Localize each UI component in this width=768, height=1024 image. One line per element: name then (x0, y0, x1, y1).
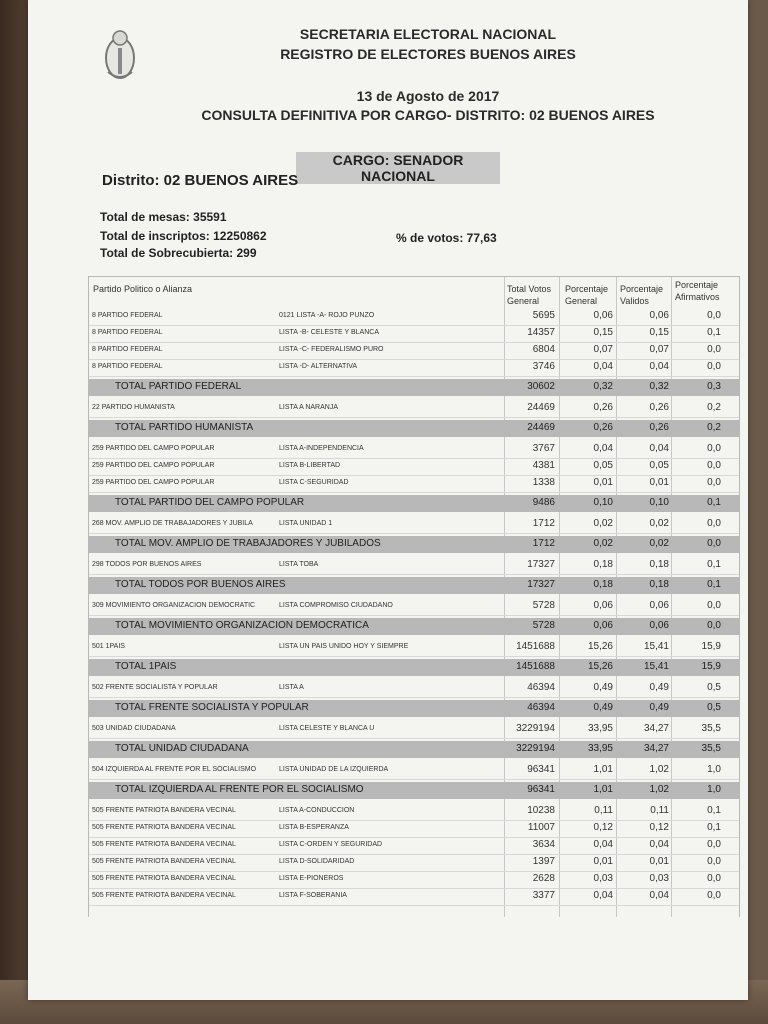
row-lista: LISTA D-SOLIDARIDAD (279, 858, 355, 865)
total-votos: 96341 (527, 784, 555, 795)
row-pct-afirmativos: 0,0 (707, 443, 721, 454)
row-votos: 10238 (527, 805, 555, 816)
row-lista: 0121 LISTA -A- ROJO PUNZO (279, 312, 375, 319)
row-pct-afirmativos: 15,9 (701, 641, 721, 652)
table-row (89, 872, 739, 889)
table-row (89, 722, 739, 739)
total-pct-afirmativos: 1,0 (707, 784, 721, 795)
header-pct-validos-sub: Validos (620, 296, 649, 306)
total-label: TOTAL 1PAIS (115, 661, 177, 672)
row-pct-afirmativos: 0,0 (707, 856, 721, 867)
row-pct-validos: 0,01 (649, 477, 669, 488)
total-pct-afirmativos: 0,1 (707, 497, 721, 508)
row-lista: LISTA B-ESPERANZA (279, 824, 349, 831)
row-pct-general: 0,05 (593, 460, 613, 471)
row-votos: 1397 (532, 856, 555, 867)
table-row (89, 804, 739, 821)
total-pct-general: 0,10 (593, 497, 613, 508)
row-lista: LISTA C-ORDEN Y SEGURIDAD (279, 841, 383, 848)
row-pct-validos: 0,05 (649, 460, 669, 471)
row-pct-afirmativos: 0,0 (707, 460, 721, 471)
row-pct-afirmativos: 0,0 (707, 600, 721, 611)
row-votos: 1451688 (516, 641, 555, 652)
table-row (89, 401, 739, 418)
table-row (89, 681, 739, 698)
header-total-votos-sub: General (507, 296, 540, 306)
table-row (89, 517, 739, 534)
row-votos: 96341 (527, 764, 555, 775)
header-date: 13 de Agosto de 2017 (356, 88, 500, 104)
header-pct-afirmativos: Porcentaje (675, 280, 719, 290)
header-pct-validos: Porcentaje (620, 284, 664, 294)
table-row (89, 360, 739, 377)
row-pct-general: 0,12 (593, 822, 613, 833)
total-pct-validos: 15,41 (643, 661, 669, 672)
row-partido: 505 FRENTE PATRIOTA BANDERA VECINAL (92, 858, 236, 865)
total-votos: 17327 (527, 579, 555, 590)
total-pct-validos: 0,06 (649, 620, 669, 631)
row-partido: 504 IZQUIERDA AL FRENTE POR EL SOCIALISMO (92, 766, 257, 773)
total-votos: 1712 (532, 538, 555, 549)
row-lista: LISTA B-LIBERTAD (279, 462, 341, 469)
row-pct-afirmativos: 0,0 (707, 361, 721, 372)
total-votos: 24469 (527, 422, 555, 433)
row-partido: 298 TODOS POR BUENOS AIRES (92, 561, 202, 568)
row-pct-afirmativos: 0,2 (707, 402, 721, 413)
total-pct-general: 0,02 (593, 538, 613, 549)
row-lista: LISTA C-SEGURIDAD (279, 479, 349, 486)
total-pct-general: 0,32 (593, 381, 613, 392)
stat-mesas: Total de mesas: 35591 (100, 210, 227, 224)
total-label: TOTAL UNIDAD CIUDADANA (115, 743, 249, 754)
row-partido: 503 UNIDAD CIUDADANA (92, 725, 176, 732)
row-votos: 6804 (532, 344, 555, 355)
row-pct-validos: 0,02 (649, 518, 669, 529)
stat-sobrecubierta: Total de Sobrecubierta: 299 (100, 246, 257, 260)
total-pct-general: 15,26 (587, 661, 613, 672)
document-sheet (28, 0, 748, 1000)
row-partido: 8 PARTIDO FEDERAL (92, 312, 163, 319)
row-partido: 505 FRENTE PATRIOTA BANDERA VECINAL (92, 875, 236, 882)
row-pct-validos: 0,06 (649, 310, 669, 321)
total-row (89, 495, 739, 512)
row-pct-afirmativos: 0,1 (707, 327, 721, 338)
row-pct-validos: 0,11 (650, 805, 669, 816)
total-votos: 46394 (527, 702, 555, 713)
total-pct-afirmativos: 0,2 (707, 422, 721, 433)
row-pct-validos: 0,04 (649, 361, 669, 372)
row-pct-afirmativos: 0,0 (707, 518, 721, 529)
table-row (89, 599, 739, 616)
total-label: TOTAL IZQUIERDA AL FRENTE POR EL SOCIALISMO (115, 784, 364, 795)
row-pct-general: 0,49 (593, 682, 613, 693)
results-table (88, 276, 740, 917)
header-line-1: SECRETARIA ELECTORAL NACIONAL (299, 26, 557, 42)
total-pct-validos: 0,32 (649, 381, 669, 392)
row-lista: LISTA A (279, 684, 304, 691)
header-pct-general-sub: General (565, 296, 598, 306)
row-lista: LISTA A NARANJA (279, 404, 339, 411)
row-pct-validos: 1,02 (649, 764, 669, 775)
row-pct-afirmativos: 0,1 (707, 805, 721, 816)
row-votos: 3767 (532, 443, 555, 454)
total-pct-general: 1,01 (593, 784, 613, 795)
row-partido: 501 1PAIS (92, 643, 125, 650)
row-pct-validos: 0,15 (649, 327, 669, 338)
row-pct-validos: 0,26 (649, 402, 669, 413)
row-lista: LISTA -D- ALTERNATIVA (279, 363, 358, 370)
row-votos: 46394 (527, 682, 555, 693)
total-pct-afirmativos: 35,5 (701, 743, 721, 754)
total-votos: 9486 (532, 497, 555, 508)
total-pct-afirmativos: 0,3 (707, 381, 721, 392)
row-partido: 502 FRENTE SOCIALISTA Y POPULAR (92, 684, 218, 691)
total-pct-general: 0,06 (593, 620, 613, 631)
row-pct-validos: 15,41 (643, 641, 669, 652)
row-lista: LISTA CELESTE Y BLANCA U (279, 725, 375, 732)
total-label: TOTAL FRENTE SOCIALISTA Y POPULAR (115, 702, 309, 713)
stat-pct-votos: % de votos: 77,63 (396, 231, 497, 245)
row-pct-general: 0,07 (593, 344, 613, 355)
row-pct-afirmativos: 0,0 (707, 477, 721, 488)
row-pct-general: 0,01 (593, 477, 613, 488)
row-pct-validos: 34,27 (643, 723, 669, 734)
total-label: TOTAL TODOS POR BUENOS AIRES (115, 579, 286, 590)
row-pct-general: 33,95 (587, 723, 613, 734)
table-row (89, 442, 739, 459)
row-lista: LISTA UNIDAD 1 (279, 520, 333, 527)
header-pct-afirmativos-sub: Afirmativos (675, 292, 720, 302)
row-votos: 5728 (532, 600, 555, 611)
row-pct-afirmativos: 0,0 (707, 310, 721, 321)
row-pct-afirmativos: 0,0 (707, 890, 721, 901)
row-pct-general: 0,18 (593, 559, 613, 570)
row-votos: 14357 (527, 327, 555, 338)
row-votos: 2628 (532, 873, 555, 884)
row-votos: 3634 (532, 839, 555, 850)
row-partido: 268 MOV. AMPLIO DE TRABAJADORES Y JUBILA (92, 520, 253, 527)
row-partido: 259 PARTIDO DEL CAMPO POPULAR (92, 445, 215, 452)
row-votos: 5695 (532, 310, 555, 321)
total-row (89, 700, 739, 717)
total-pct-general: 0,26 (593, 422, 613, 433)
row-pct-validos: 0,04 (649, 443, 669, 454)
row-pct-validos: 0,18 (649, 559, 669, 570)
row-pct-general: 0,02 (593, 518, 613, 529)
row-pct-validos: 0,04 (649, 890, 669, 901)
total-pct-validos: 0,10 (649, 497, 669, 508)
total-votos: 30602 (527, 381, 555, 392)
row-partido: 259 PARTIDO DEL CAMPO POPULAR (92, 462, 215, 469)
row-pct-general: 0,03 (593, 873, 613, 884)
row-lista: LISTA F-SOBERANIA (279, 892, 347, 899)
total-pct-validos: 34,27 (643, 743, 669, 754)
total-label: TOTAL PARTIDO FEDERAL (115, 381, 242, 392)
row-pct-afirmativos: 35,5 (701, 723, 721, 734)
row-pct-afirmativos: 0,1 (707, 559, 721, 570)
table-row (89, 476, 739, 493)
total-row (89, 577, 739, 594)
total-label: TOTAL MOV. AMPLIO DE TRABAJADORES Y JUBILADOS (115, 538, 381, 549)
row-votos: 11007 (527, 822, 555, 833)
total-pct-afirmativos: 15,9 (701, 661, 721, 672)
row-votos: 24469 (527, 402, 555, 413)
table-row (89, 838, 739, 855)
row-pct-afirmativos: 0,0 (707, 344, 721, 355)
row-partido: 309 MOVIMIENTO ORGANIZACION DEMOCRATIC (92, 602, 256, 609)
row-lista: LISTA UNIDAD DE LA IZQUIERDA (279, 766, 389, 773)
row-lista: LISTA TOBA (279, 561, 319, 568)
row-partido: 505 FRENTE PATRIOTA BANDERA VECINAL (92, 892, 236, 899)
table-row (89, 558, 739, 575)
total-label: TOTAL MOVIMIENTO ORGANIZACION DEMOCRATICA (115, 620, 369, 631)
row-pct-afirmativos: 0,5 (707, 682, 721, 693)
row-partido: 505 FRENTE PATRIOTA BANDERA VECINAL (92, 824, 236, 831)
total-label: TOTAL PARTIDO DEL CAMPO POPULAR (115, 497, 305, 508)
total-row (89, 741, 739, 758)
stat-inscriptos: Total de inscriptos: 12250862 (100, 229, 267, 243)
row-partido: 259 PARTIDO DEL CAMPO POPULAR (92, 479, 215, 486)
cargo-title: CARGO: SENADOR NACIONAL (296, 152, 500, 184)
row-votos: 4381 (532, 460, 555, 471)
row-lista: LISTA UN PAIS UNIDO HOY Y SIEMPRE (279, 643, 409, 650)
total-row (89, 782, 739, 799)
total-pct-afirmativos: 0,5 (707, 702, 721, 713)
header-consulta: CONSULTA DEFINITIVA POR CARGO- DISTRITO: 02 BUENOS AIRES (201, 107, 655, 123)
row-pct-validos: 0,07 (649, 344, 669, 355)
row-pct-afirmativos: 0,1 (707, 822, 721, 833)
row-pct-general: 0,15 (593, 327, 613, 338)
table-row (89, 326, 739, 343)
row-pct-afirmativos: 0,0 (707, 873, 721, 884)
total-row (89, 420, 739, 437)
table-row (89, 459, 739, 476)
header-partido: Partido Politico o Alianza (93, 284, 193, 294)
row-pct-afirmativos: 0,0 (707, 839, 721, 850)
national-seal-icon (100, 28, 140, 84)
total-votos: 3229194 (516, 743, 555, 754)
row-votos: 3746 (532, 361, 555, 372)
header-pct-general: Porcentaje (565, 284, 609, 294)
row-pct-validos: 0,49 (649, 682, 669, 693)
row-pct-general: 15,26 (587, 641, 613, 652)
distrito-title: Distrito: 02 BUENOS AIRES (102, 172, 299, 189)
total-pct-afirmativos: 0,0 (707, 620, 721, 631)
row-lista: LISTA E-PIONEROS (279, 875, 344, 882)
table-row (89, 309, 739, 326)
row-pct-afirmativos: 1,0 (707, 764, 721, 775)
row-pct-validos: 0,01 (649, 856, 669, 867)
row-pct-general: 0,01 (593, 856, 613, 867)
row-pct-general: 1,01 (593, 764, 613, 775)
table-row (89, 343, 739, 360)
row-votos: 3377 (532, 890, 555, 901)
row-votos: 1338 (532, 477, 555, 488)
table-row (89, 889, 739, 906)
row-lista: LISTA COMPROMISO CIUDADANO (279, 602, 393, 609)
table-header (89, 277, 739, 311)
row-partido: 505 FRENTE PATRIOTA BANDERA VECINAL (92, 807, 236, 814)
table-row (89, 640, 739, 657)
total-row (89, 659, 739, 676)
row-lista: LISTA A-INDEPENDENCIA (279, 445, 364, 452)
row-pct-validos: 0,04 (649, 839, 669, 850)
row-pct-general: 0,06 (593, 310, 613, 321)
total-pct-validos: 0,49 (649, 702, 669, 713)
total-pct-validos: 1,02 (649, 784, 669, 795)
total-votos: 1451688 (516, 661, 555, 672)
total-row (89, 379, 739, 396)
row-pct-validos: 0,06 (649, 600, 669, 611)
row-pct-general: 0,26 (593, 402, 613, 413)
row-partido: 505 FRENTE PATRIOTA BANDERA VECINAL (92, 841, 236, 848)
row-pct-general: 0,04 (593, 839, 613, 850)
table-row (89, 763, 739, 780)
header-total-votos: Total Votos (507, 284, 552, 294)
row-partido: 8 PARTIDO FEDERAL (92, 363, 163, 370)
total-pct-validos: 0,02 (649, 538, 669, 549)
row-pct-general: 0,06 (593, 600, 613, 611)
total-pct-general: 33,95 (587, 743, 613, 754)
row-pct-general: 0,11 (594, 805, 613, 816)
total-pct-afirmativos: 0,0 (707, 538, 721, 549)
total-row (89, 536, 739, 553)
row-lista: LISTA -B- CELESTE Y BLANCA (279, 329, 379, 336)
row-partido: 8 PARTIDO FEDERAL (92, 329, 163, 336)
row-partido: 22 PARTIDO HUMANISTA (92, 404, 175, 411)
total-pct-general: 0,18 (593, 579, 613, 590)
total-label: TOTAL PARTIDO HUMANISTA (115, 422, 254, 433)
row-votos: 3229194 (516, 723, 555, 734)
row-lista: LISTA A-CONDUCCION (279, 807, 355, 814)
total-pct-validos: 0,26 (649, 422, 669, 433)
row-votos: 1712 (532, 518, 555, 529)
row-votos: 17327 (527, 559, 555, 570)
total-pct-afirmativos: 0,1 (707, 579, 721, 590)
table-row (89, 855, 739, 872)
row-partido: 8 PARTIDO FEDERAL (92, 346, 163, 353)
header-line-2: REGISTRO DE ELECTORES BUENOS AIRES (280, 46, 576, 62)
total-pct-validos: 0,18 (649, 579, 669, 590)
row-pct-validos: 0,03 (649, 873, 669, 884)
row-pct-general: 0,04 (593, 890, 613, 901)
total-row (89, 618, 739, 635)
row-lista: LISTA -C- FEDERALISMO PURO (279, 346, 384, 353)
table-row (89, 821, 739, 838)
total-votos: 5728 (532, 620, 555, 631)
total-pct-general: 0,49 (593, 702, 613, 713)
row-pct-general: 0,04 (593, 361, 613, 372)
row-pct-validos: 0,12 (649, 822, 669, 833)
row-pct-general: 0,04 (593, 443, 613, 454)
